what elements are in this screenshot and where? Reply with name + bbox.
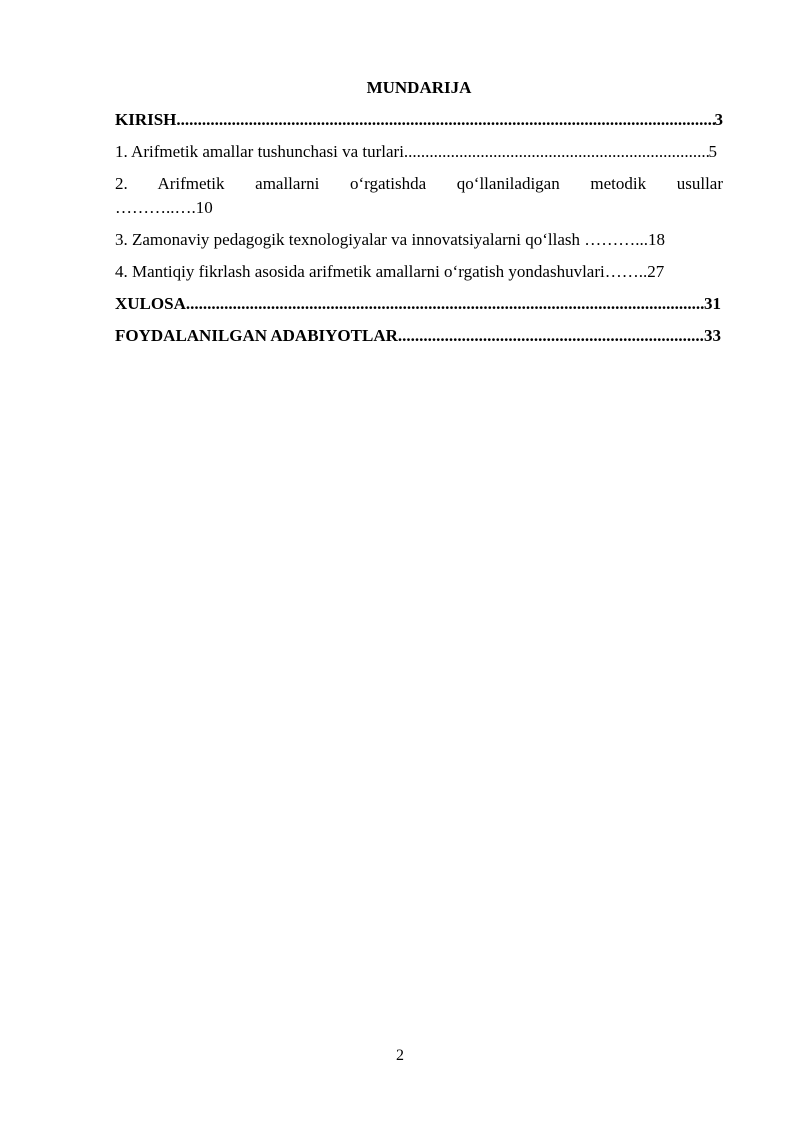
toc-entry-page: 5	[708, 142, 717, 161]
toc-entry-page: 3	[714, 110, 723, 129]
dot-leader	[176, 108, 714, 132]
toc-entry-title: 4. Mantiqiy fikrlash asosida arifmetik amallarni o‘rgatish yondashuvlari……..27	[115, 262, 665, 281]
toc-entry-title: XULOSA	[115, 294, 186, 313]
toc-entry-section-4	[115, 260, 723, 284]
dot-leader	[398, 324, 704, 348]
toc-heading: MUNDARIJA	[366, 78, 472, 97]
toc-entry-title-continuation: ………..….10	[115, 198, 213, 217]
table-of-contents	[115, 76, 723, 356]
toc-entry-xulosa	[115, 292, 721, 316]
toc-entry-title: 3. Zamonaviy pedagogik texnologiyalar va innovatsiyalarni qo‘llash ………...18	[115, 230, 666, 249]
page-number: 2	[396, 1047, 404, 1064]
toc-entry-page: 33	[704, 326, 721, 345]
toc-entry-kirish	[115, 108, 723, 132]
dot-leader	[404, 140, 709, 164]
toc-entry-title: KIRISH	[115, 110, 177, 129]
toc-entry-title: 2. Arifmetik amallarni o‘rgatishda qo‘llaniladigan metodik usullar	[115, 174, 723, 193]
toc-entry-section-2	[115, 172, 723, 220]
toc-entry-section-1	[115, 140, 717, 164]
toc-entry-adabiyotlar	[115, 324, 721, 348]
toc-entry-title: 1. Arifmetik amallar tushunchasi va turlari	[115, 142, 404, 161]
toc-entry-title: FOYDALANILGAN ADABIYOTLAR	[115, 326, 398, 345]
toc-entry-page: 31	[704, 294, 721, 313]
dot-leader	[186, 292, 704, 316]
toc-entry-section-3	[115, 228, 723, 252]
